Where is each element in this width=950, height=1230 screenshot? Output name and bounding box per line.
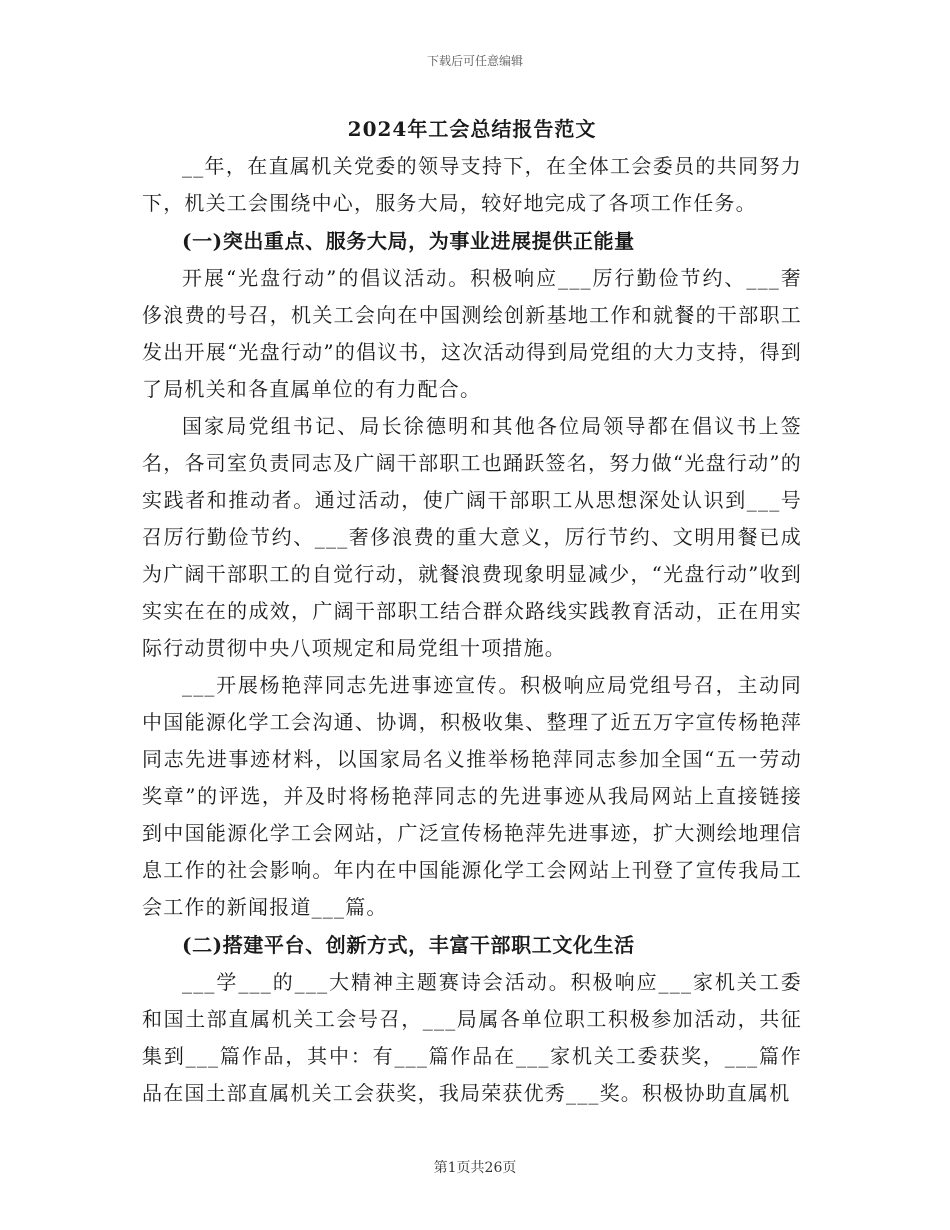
page-number: 第1页共26页 [433,1160,517,1176]
paragraph: __年，在直属机关党委的领导支持下，在全体工会委员的共同努力下，机关工会围绕中心，服务大局，较好地完成了各项工作任务。 [142,154,802,215]
document-title: 2024年工会总结报告范文 [347,117,597,141]
paragraph: ___开展杨艳萍同志先进事迹宣传。积极响应局党组号召，主动同中国能源化学工会沟通、协调，积极收集、整理了近五万字宣传杨艳萍同志先进事迹材料，以国家局名义推举杨艳萍同志参加全国“五一劳动奖章”的评选，并及时将杨艳萍同志的先进事迹从我局网站上直接链接到中国能源化学工会网站，广泛宣传杨艳萍先进事迹，扩大测绘地理信息工作的社会影响。年内在中国能源化学工会网站上刊登了宣传我局工会工作的新闻报道___篇。 [142,673,802,919]
paragraph: ___学___的___大精神主题赛诗会活动。积极响应___家机关工委和国土部直属机关工会号召，___局属各单位职工积极参加活动，共征集到___篇作品，其中：有___篇作品在___家机关工委获奖，___篇作品在国土部直属机关工会获奖，我局荣获优秀___奖。积极协助直属机 [142,970,802,1105]
page-header-note: 下载后可任意编辑 [426,54,523,68]
section-heading: (二)搭建平台、创新方式，丰富干部职工文化生活 [182,933,635,957]
document-body [142,110,802,1112]
paragraph: 开展“光盘行动”的倡议活动。积极响应___厉行勤俭节约、___奢侈浪费的号召，机关工会向在中国测绘创新基地工作和就餐的干部职工发出开展“光盘行动”的倡议书，这次活动得到局党组的大力支持，得到了局机关和各直属单位的有力配合。 [142,266,802,401]
paragraph: 国家局党组书记、局长徐德明和其他各位局领导都在倡议书上签名，各司室负责同志及广阔干部职工也踊跃签名，努力做“光盘行动”的实践者和推动者。通过活动，使广阔干部职工从思想深处认识到___号召厉行勤俭节约、___奢侈浪费的重大意义，厉行节约、文明用餐已成为广阔干部职工的自觉行动，就餐浪费现象明显减少，“光盘行动”收到实实在在的成效，广阔干部职工结合群众路线实践教育活动，正在用实际行动贯彻中央八项规定和局党组十项措施。 [142,414,802,660]
section-heading: (一)突出重点、服务大局，为事业进展提供正能量 [182,229,635,253]
